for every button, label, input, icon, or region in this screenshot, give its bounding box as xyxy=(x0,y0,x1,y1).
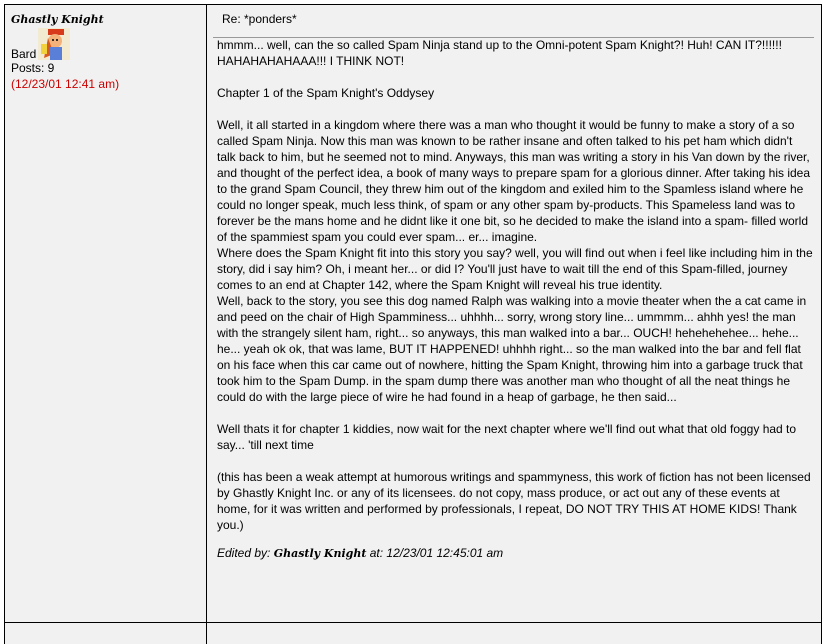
post-paragraph: Well thats it for chapter 1 kiddies, now wait for the next chapter where we'll find out what that old foggy had to say... 'till next time xyxy=(217,422,797,452)
edited-time: at: 12/23/01 12:45:01 am xyxy=(366,546,504,560)
subject-divider xyxy=(213,37,814,38)
post-paragraph: Well, it all started in a kingdom where there was a man who thought it would be funny to make a story of a so called Spam Ninja. Now this man was known to be rather insane and often talked to his pet ham which didn't talk back to him, but he seemed not to mind. Anyways, this man was writing a story in his Van down by the river, and thought of the perfect idea, a book of many ways to prepare spam for a glorious dinner. After taking his idea to the grand Spam Council, they threw him out of the kingdom and exiled him to the Spamless island where he could no longer speak, much less think, of spam or any other spam by-products. This Spameless land was to forever be the mans home and he didnt like it one bit, so he decided to make the island into a spam- filled world of the spammiest spam you could ever spam... er... imagine. Where does the Spam Knight fit into this story you say? well, you will find out when i feel like including him in the story, did i say him? Oh, i meant her... or did I? You'll just have to wait till the end of this Spam-filled, journey comes to an end at Chapter 142, where the Spam Knight will reveal his true identity. Well, back to the story, you see this dog named Ralph was walking into a movie theater when the a cat came in and peed on the chair of High Spamminess... uhhhh... sorry, wrong story line... ummmm... ahhh yes! the man with the strangely silent ham, right... so anyways, this man walked into a bar... OUCH! hehehehehee... hehe... he... yeah ok ok, that was lame, BUT IT HAPPENED! uhhhh right... so the man walked into the bar and fell flat on his face when this car came out of nowhere, hitting the Spam Knight, throwing him into a garbage truck that took him to the Spam Dump. in the spam dump there was another man who thought of all the neat things he could do with the large piece of wire he had found in a heap of garbage, he then said... xyxy=(217,118,813,404)
row-divider xyxy=(4,622,822,623)
post-count: Posts: 9 xyxy=(11,61,55,75)
post-date: (12/23/01 12:41 am) xyxy=(11,77,120,91)
author-name[interactable]: Ghastly Knight xyxy=(11,13,104,26)
edited-author[interactable]: Ghastly Knight xyxy=(273,547,367,560)
message-panel xyxy=(207,5,821,644)
rank-avatar-icon xyxy=(38,28,70,60)
post-body xyxy=(213,27,821,562)
post-container xyxy=(4,4,822,644)
post-paragraph: hmmm... well, can the so called Spam Ninja stand up to the Omni-potent Spam Knight?! Huh! CAN IT?!!!!!! HAHAHAHAHAAA!!! I THINK NOT! xyxy=(217,38,782,68)
post-subject: Re: *ponders* xyxy=(222,12,297,26)
author-panel xyxy=(5,5,207,644)
rank-row xyxy=(11,28,206,60)
post-paragraph: (this has been a weak attempt at humorous writings and spammyness, this work of fiction has not been licensed by Ghastly Knight Inc. or any of its licensees. do not copy, mass produce, or act out any of these events at home, for it was written and performed by professionals, I repeat, DO NOT TRY THIS AT HOME KIDS! Thank you.) xyxy=(217,470,811,532)
author-rank: Bard xyxy=(11,47,37,61)
post-paragraph: Chapter 1 of the Spam Knight's Oddysey xyxy=(217,86,435,100)
edited-note xyxy=(217,545,813,562)
edited-prefix: Edited by: xyxy=(217,546,274,560)
